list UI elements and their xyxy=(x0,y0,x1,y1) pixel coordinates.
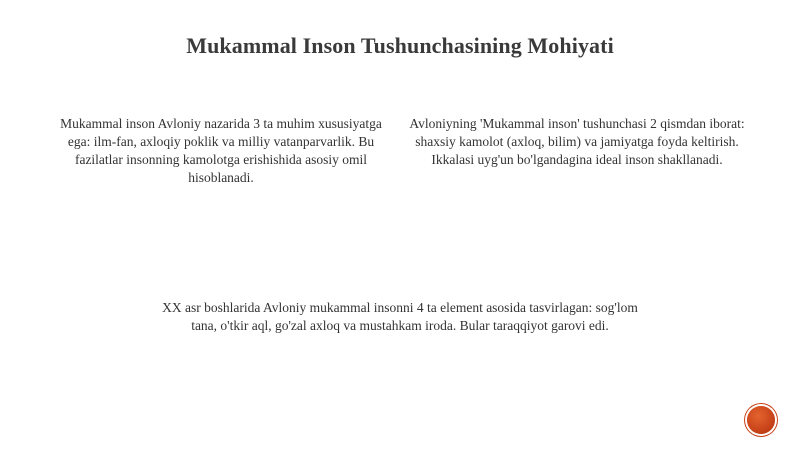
text-block-right: Avloniyning 'Mukammal inson' tushunchasi 2 qismdan iborat: shaxsiy kamolot (axloq, bilim) va jamiyatga foyda keltirish. Ikkalasi uyg'un bo'lgandagina ideal inson shakllanadi. xyxy=(409,116,745,167)
circle-button-icon[interactable] xyxy=(747,406,775,434)
slide-title: Mukammal Inson Tushunchasining Mohiyati xyxy=(186,33,614,58)
text-block-bottom: XX asr boshlarida Avloniy mukammal insonni 4 ta element asosida tasvirlagan: sog'lom tana, o'tkir aql, go'zal axloq va mustahkam iroda. Bular taraqqiyot garovi edi. xyxy=(162,300,638,333)
text-block-left: Mukammal inson Avloniy nazarida 3 ta muhim xususiyatga ega: ilm-fan, axloqiy poklik va milliy vatanparvarlik. Bu fazilatlar insonning kamolotga erishishida asosiy omil hisoblanadi. xyxy=(60,116,382,185)
